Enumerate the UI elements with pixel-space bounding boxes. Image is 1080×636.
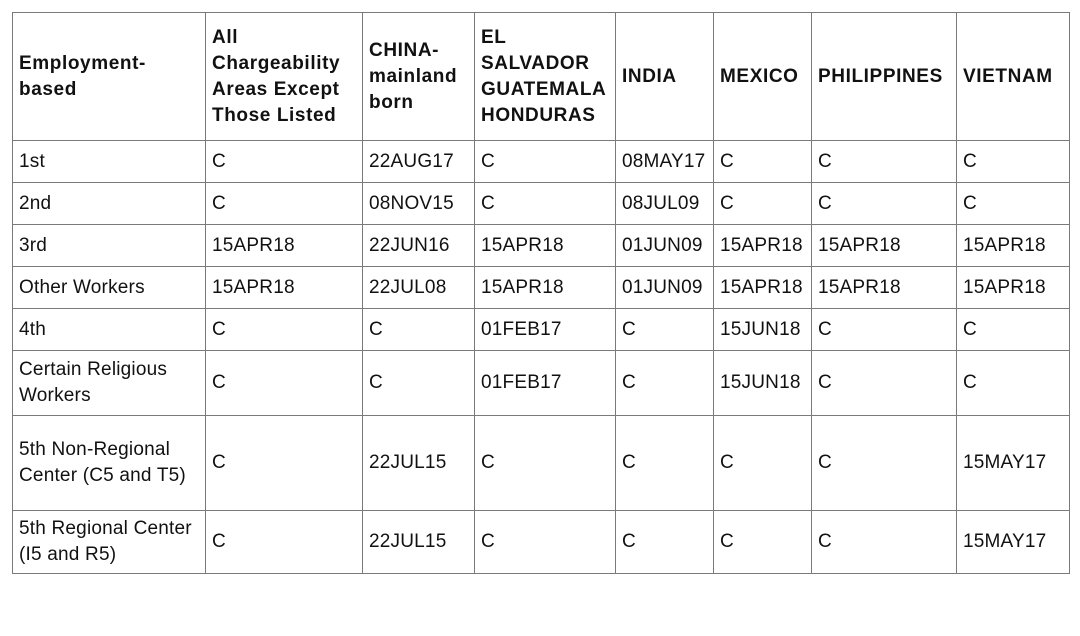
table-cell: C (957, 183, 1070, 225)
table-cell: C (363, 309, 475, 351)
table-cell: C (206, 351, 363, 416)
table-row (13, 309, 1070, 351)
visa-bulletin-table-container (12, 12, 1070, 574)
header-mexico: MEXICO (714, 13, 812, 141)
table-cell: C (957, 309, 1070, 351)
table-cell: C (475, 416, 616, 511)
table-cell: C (714, 183, 812, 225)
table-cell: C (957, 141, 1070, 183)
table-cell: C (616, 309, 714, 351)
table-cell: C (714, 141, 812, 183)
header-india: INDIA (616, 13, 714, 141)
table-cell: 15APR18 (714, 225, 812, 267)
table-row (13, 225, 1070, 267)
row-category: 5th Regional Center (I5 and R5) (13, 511, 206, 574)
table-cell: C (714, 511, 812, 574)
table-cell: 15JUN18 (714, 309, 812, 351)
row-category: 1st (13, 141, 206, 183)
employment-based-dates-table (12, 12, 1070, 574)
table-row (13, 416, 1070, 511)
table-cell: C (206, 511, 363, 574)
table-cell: C (714, 416, 812, 511)
row-category: Other Workers (13, 267, 206, 309)
table-cell: C (475, 183, 616, 225)
header-china: CHINA-mainland born (363, 13, 475, 141)
table-row (13, 141, 1070, 183)
table-cell: 22JUL08 (363, 267, 475, 309)
table-cell: C (812, 183, 957, 225)
header-row (13, 13, 1070, 141)
table-cell: C (363, 351, 475, 416)
table-cell: C (206, 141, 363, 183)
table-row (13, 511, 1070, 574)
table-cell: 08MAY17 (616, 141, 714, 183)
row-category: Certain Religious Workers (13, 351, 206, 416)
table-cell: C (812, 141, 957, 183)
table-cell: 22JUN16 (363, 225, 475, 267)
table-cell: 15APR18 (206, 267, 363, 309)
row-category: 5th Non-Regional Center (C5 and T5) (13, 416, 206, 511)
table-cell: 01JUN09 (616, 267, 714, 309)
table-cell: C (616, 351, 714, 416)
table-cell: 22JUL15 (363, 416, 475, 511)
table-cell: 15APR18 (475, 225, 616, 267)
table-cell: 15APR18 (812, 225, 957, 267)
table-cell: C (206, 183, 363, 225)
table-cell: 15MAY17 (957, 511, 1070, 574)
table-cell: 15APR18 (957, 225, 1070, 267)
table-cell: C (206, 309, 363, 351)
table-cell: 15APR18 (714, 267, 812, 309)
header-el-salvador-guatemala-honduras: EL SALVADOR GUATEMALA HONDURAS (475, 13, 616, 141)
table-cell: C (616, 416, 714, 511)
table-cell: C (812, 351, 957, 416)
header-employment-based: Employment-based (13, 13, 206, 141)
table-cell: 15JUN18 (714, 351, 812, 416)
table-cell: 08NOV15 (363, 183, 475, 225)
table-cell: 15APR18 (812, 267, 957, 309)
table-cell: 01FEB17 (475, 309, 616, 351)
table-row (13, 351, 1070, 416)
table-cell: C (616, 511, 714, 574)
table-cell: C (812, 416, 957, 511)
table-cell: 15APR18 (957, 267, 1070, 309)
header-all-chargeability: All Chargeability Areas Except Those Listed (206, 13, 363, 141)
row-category: 4th (13, 309, 206, 351)
row-category: 2nd (13, 183, 206, 225)
table-cell: C (812, 309, 957, 351)
table-cell: 22AUG17 (363, 141, 475, 183)
table-cell: 15APR18 (206, 225, 363, 267)
table-cell: C (475, 141, 616, 183)
table-row (13, 267, 1070, 309)
table-cell: 01JUN09 (616, 225, 714, 267)
table-cell: C (812, 511, 957, 574)
table-cell: 22JUL15 (363, 511, 475, 574)
table-cell: 08JUL09 (616, 183, 714, 225)
table-cell: 01FEB17 (475, 351, 616, 416)
header-philippines: PHILIPPINES (812, 13, 957, 141)
table-cell: C (957, 351, 1070, 416)
table-cell: C (206, 416, 363, 511)
row-category: 3rd (13, 225, 206, 267)
table-row (13, 183, 1070, 225)
table-cell: 15MAY17 (957, 416, 1070, 511)
table-cell: C (475, 511, 616, 574)
table-cell: 15APR18 (475, 267, 616, 309)
header-vietnam: VIETNAM (957, 13, 1070, 141)
